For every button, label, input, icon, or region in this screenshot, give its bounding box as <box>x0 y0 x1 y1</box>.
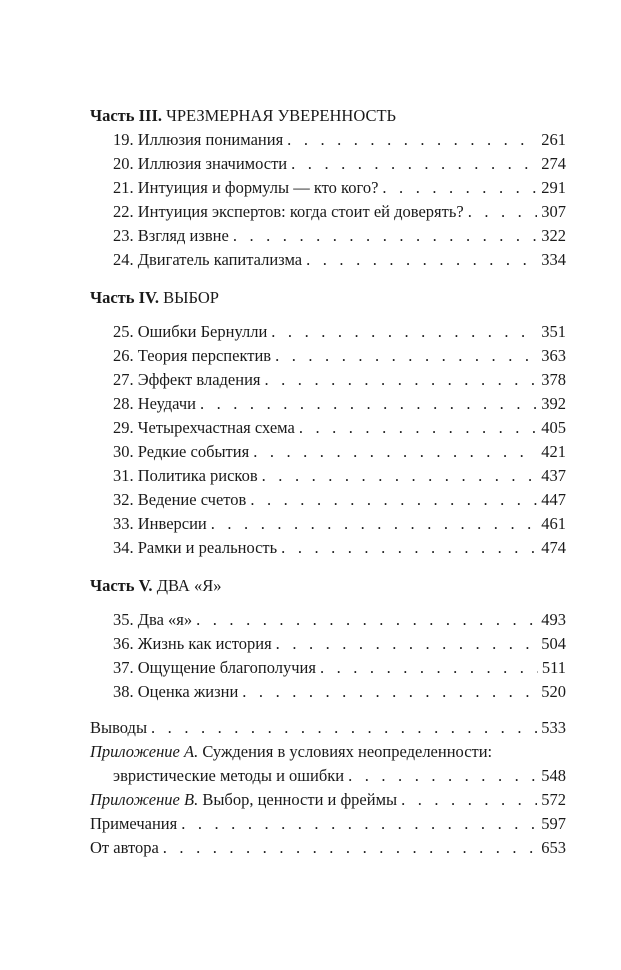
page-number: 511 <box>541 658 566 677</box>
entry-title: Суждения в условиях неопределенности: <box>202 742 493 761</box>
chapter-title: 32. Ведение счетов <box>113 490 247 509</box>
page-number: 653 <box>541 838 566 857</box>
toc-entry[interactable] <box>90 488 566 512</box>
chapter-title: 27. Эффект владения <box>113 370 261 389</box>
part-label: Часть V. <box>90 576 153 595</box>
page-number: 597 <box>541 814 566 833</box>
page-number: 334 <box>541 250 566 269</box>
dot-leader <box>271 320 537 344</box>
page-number: 405 <box>541 418 566 437</box>
chapter-title: 28. Неудачи <box>113 394 196 413</box>
page-number: 351 <box>541 322 566 341</box>
page-number: 447 <box>541 490 566 509</box>
page-number: 533 <box>541 718 566 737</box>
dot-leader <box>262 464 538 488</box>
page-number: 493 <box>541 610 566 629</box>
spacer <box>90 272 566 286</box>
page-number: 548 <box>541 766 566 785</box>
page-number: 474 <box>541 538 566 557</box>
chapter-title: 23. Взгляд извне <box>113 226 229 245</box>
dot-leader <box>382 176 537 200</box>
entry-title: Выбор, ценности и фреймы <box>202 790 398 809</box>
dot-leader <box>196 608 537 632</box>
toc-entry[interactable] <box>90 464 566 488</box>
toc-entry[interactable] <box>90 608 566 632</box>
page-number: 291 <box>541 178 566 197</box>
chapter-title: 24. Двигатель капитализма <box>113 250 303 269</box>
dot-leader <box>265 368 538 392</box>
chapter-title: 29. Четырехчастная схема <box>113 418 295 437</box>
page-number: 437 <box>541 466 566 485</box>
spacer <box>90 598 566 608</box>
chapter-title: 31. Политика рисков <box>113 466 258 485</box>
appendix-label: Приложение А. <box>90 742 199 761</box>
entry-title: От автора <box>90 838 159 857</box>
toc-entry[interactable] <box>90 320 566 344</box>
chapter-title: 21. Интуиция и формулы — кто кого? <box>113 178 379 197</box>
toc-entry[interactable] <box>90 440 566 464</box>
toc-entry[interactable] <box>90 200 566 224</box>
spacer <box>90 310 566 320</box>
toc-entry-notes[interactable] <box>90 812 566 836</box>
dot-leader <box>163 836 537 860</box>
dot-leader <box>181 812 537 836</box>
chapter-title: 22. Интуиция экспертов: когда стоит ей доверять? <box>113 202 464 221</box>
chapter-title: 37. Ощущение благополучия <box>113 658 316 677</box>
part-heading <box>90 286 566 310</box>
spacer <box>90 560 566 574</box>
spacer <box>90 704 566 716</box>
dot-leader <box>287 128 537 152</box>
appendix-label: Приложение В. <box>90 790 199 809</box>
toc-entry[interactable] <box>90 368 566 392</box>
dot-leader <box>242 680 537 704</box>
chapter-title: 25. Ошибки Бернулли <box>113 322 268 341</box>
dot-leader <box>299 416 537 440</box>
part-heading <box>90 574 566 598</box>
entry-title: Выводы <box>90 718 148 737</box>
dot-leader <box>151 716 537 740</box>
page-number: 520 <box>541 682 566 701</box>
part-label: Часть IV. <box>90 288 159 307</box>
dot-leader <box>320 656 538 680</box>
chapter-title: 33. Инверсии <box>113 514 207 533</box>
dot-leader <box>468 200 538 224</box>
dot-leader <box>281 536 537 560</box>
dot-leader <box>348 764 537 788</box>
toc-entry[interactable] <box>90 128 566 152</box>
toc-entry-author[interactable] <box>90 836 566 860</box>
toc-entry-conclusions[interactable] <box>90 716 566 740</box>
dot-leader <box>233 224 537 248</box>
page-number: 261 <box>541 130 566 149</box>
page-number: 274 <box>541 154 566 173</box>
entry-title: эвристические методы и ошибки <box>113 766 345 785</box>
dot-leader <box>253 440 537 464</box>
toc-entry[interactable] <box>90 152 566 176</box>
part-title: ЧРЕЗМЕРНАЯ УВЕРЕННОСТЬ <box>166 106 397 125</box>
page-number: 363 <box>541 346 566 365</box>
page-number: 572 <box>541 790 566 809</box>
dot-leader <box>306 248 537 272</box>
page-number: 461 <box>541 514 566 533</box>
toc-entry[interactable] <box>90 392 566 416</box>
toc-entry[interactable] <box>90 224 566 248</box>
chapter-title: 34. Рамки и реальность <box>113 538 278 557</box>
entry-title: Примечания <box>90 814 178 833</box>
toc-entry[interactable] <box>90 344 566 368</box>
toc-entry-appendix-b[interactable] <box>90 788 566 812</box>
toc-entry[interactable] <box>90 680 566 704</box>
part-title: ДВА «Я» <box>156 576 222 595</box>
dot-leader <box>275 344 537 368</box>
dot-leader <box>401 788 537 812</box>
dot-leader <box>276 632 538 656</box>
part-label: Часть III. <box>90 106 163 125</box>
toc-entry-appendix-a-line1[interactable] <box>90 740 566 764</box>
chapter-title: 38. Оценка жизни <box>113 682 239 701</box>
page-number: 378 <box>541 370 566 389</box>
dot-leader <box>250 488 537 512</box>
chapter-title: 26. Теория перспектив <box>113 346 272 365</box>
dot-leader <box>200 392 537 416</box>
page-number: 392 <box>541 394 566 413</box>
toc-entry[interactable] <box>90 248 566 272</box>
toc-entry[interactable] <box>90 632 566 656</box>
page-number: 504 <box>541 634 566 653</box>
toc-entry[interactable] <box>90 416 566 440</box>
chapter-title: 30. Редкие события <box>113 442 250 461</box>
page-number: 307 <box>541 202 566 221</box>
toc-entry[interactable] <box>90 176 566 200</box>
table-of-contents <box>90 104 566 860</box>
part-heading <box>90 104 566 128</box>
page-number: 322 <box>541 226 566 245</box>
toc-entry-appendix-a-line2[interactable] <box>90 764 566 788</box>
toc-entry[interactable] <box>90 536 566 560</box>
chapter-title: 35. Два «я» <box>113 610 193 629</box>
toc-entry[interactable] <box>90 512 566 536</box>
part-title: ВЫБОР <box>163 288 219 307</box>
dot-leader <box>291 152 537 176</box>
chapter-title: 19. Иллюзия понимания <box>113 130 284 149</box>
dot-leader <box>211 512 538 536</box>
toc-entry[interactable] <box>90 656 566 680</box>
page-number: 421 <box>541 442 566 461</box>
chapter-title: 20. Иллюзия значимости <box>113 154 288 173</box>
chapter-title: 36. Жизнь как история <box>113 634 272 653</box>
